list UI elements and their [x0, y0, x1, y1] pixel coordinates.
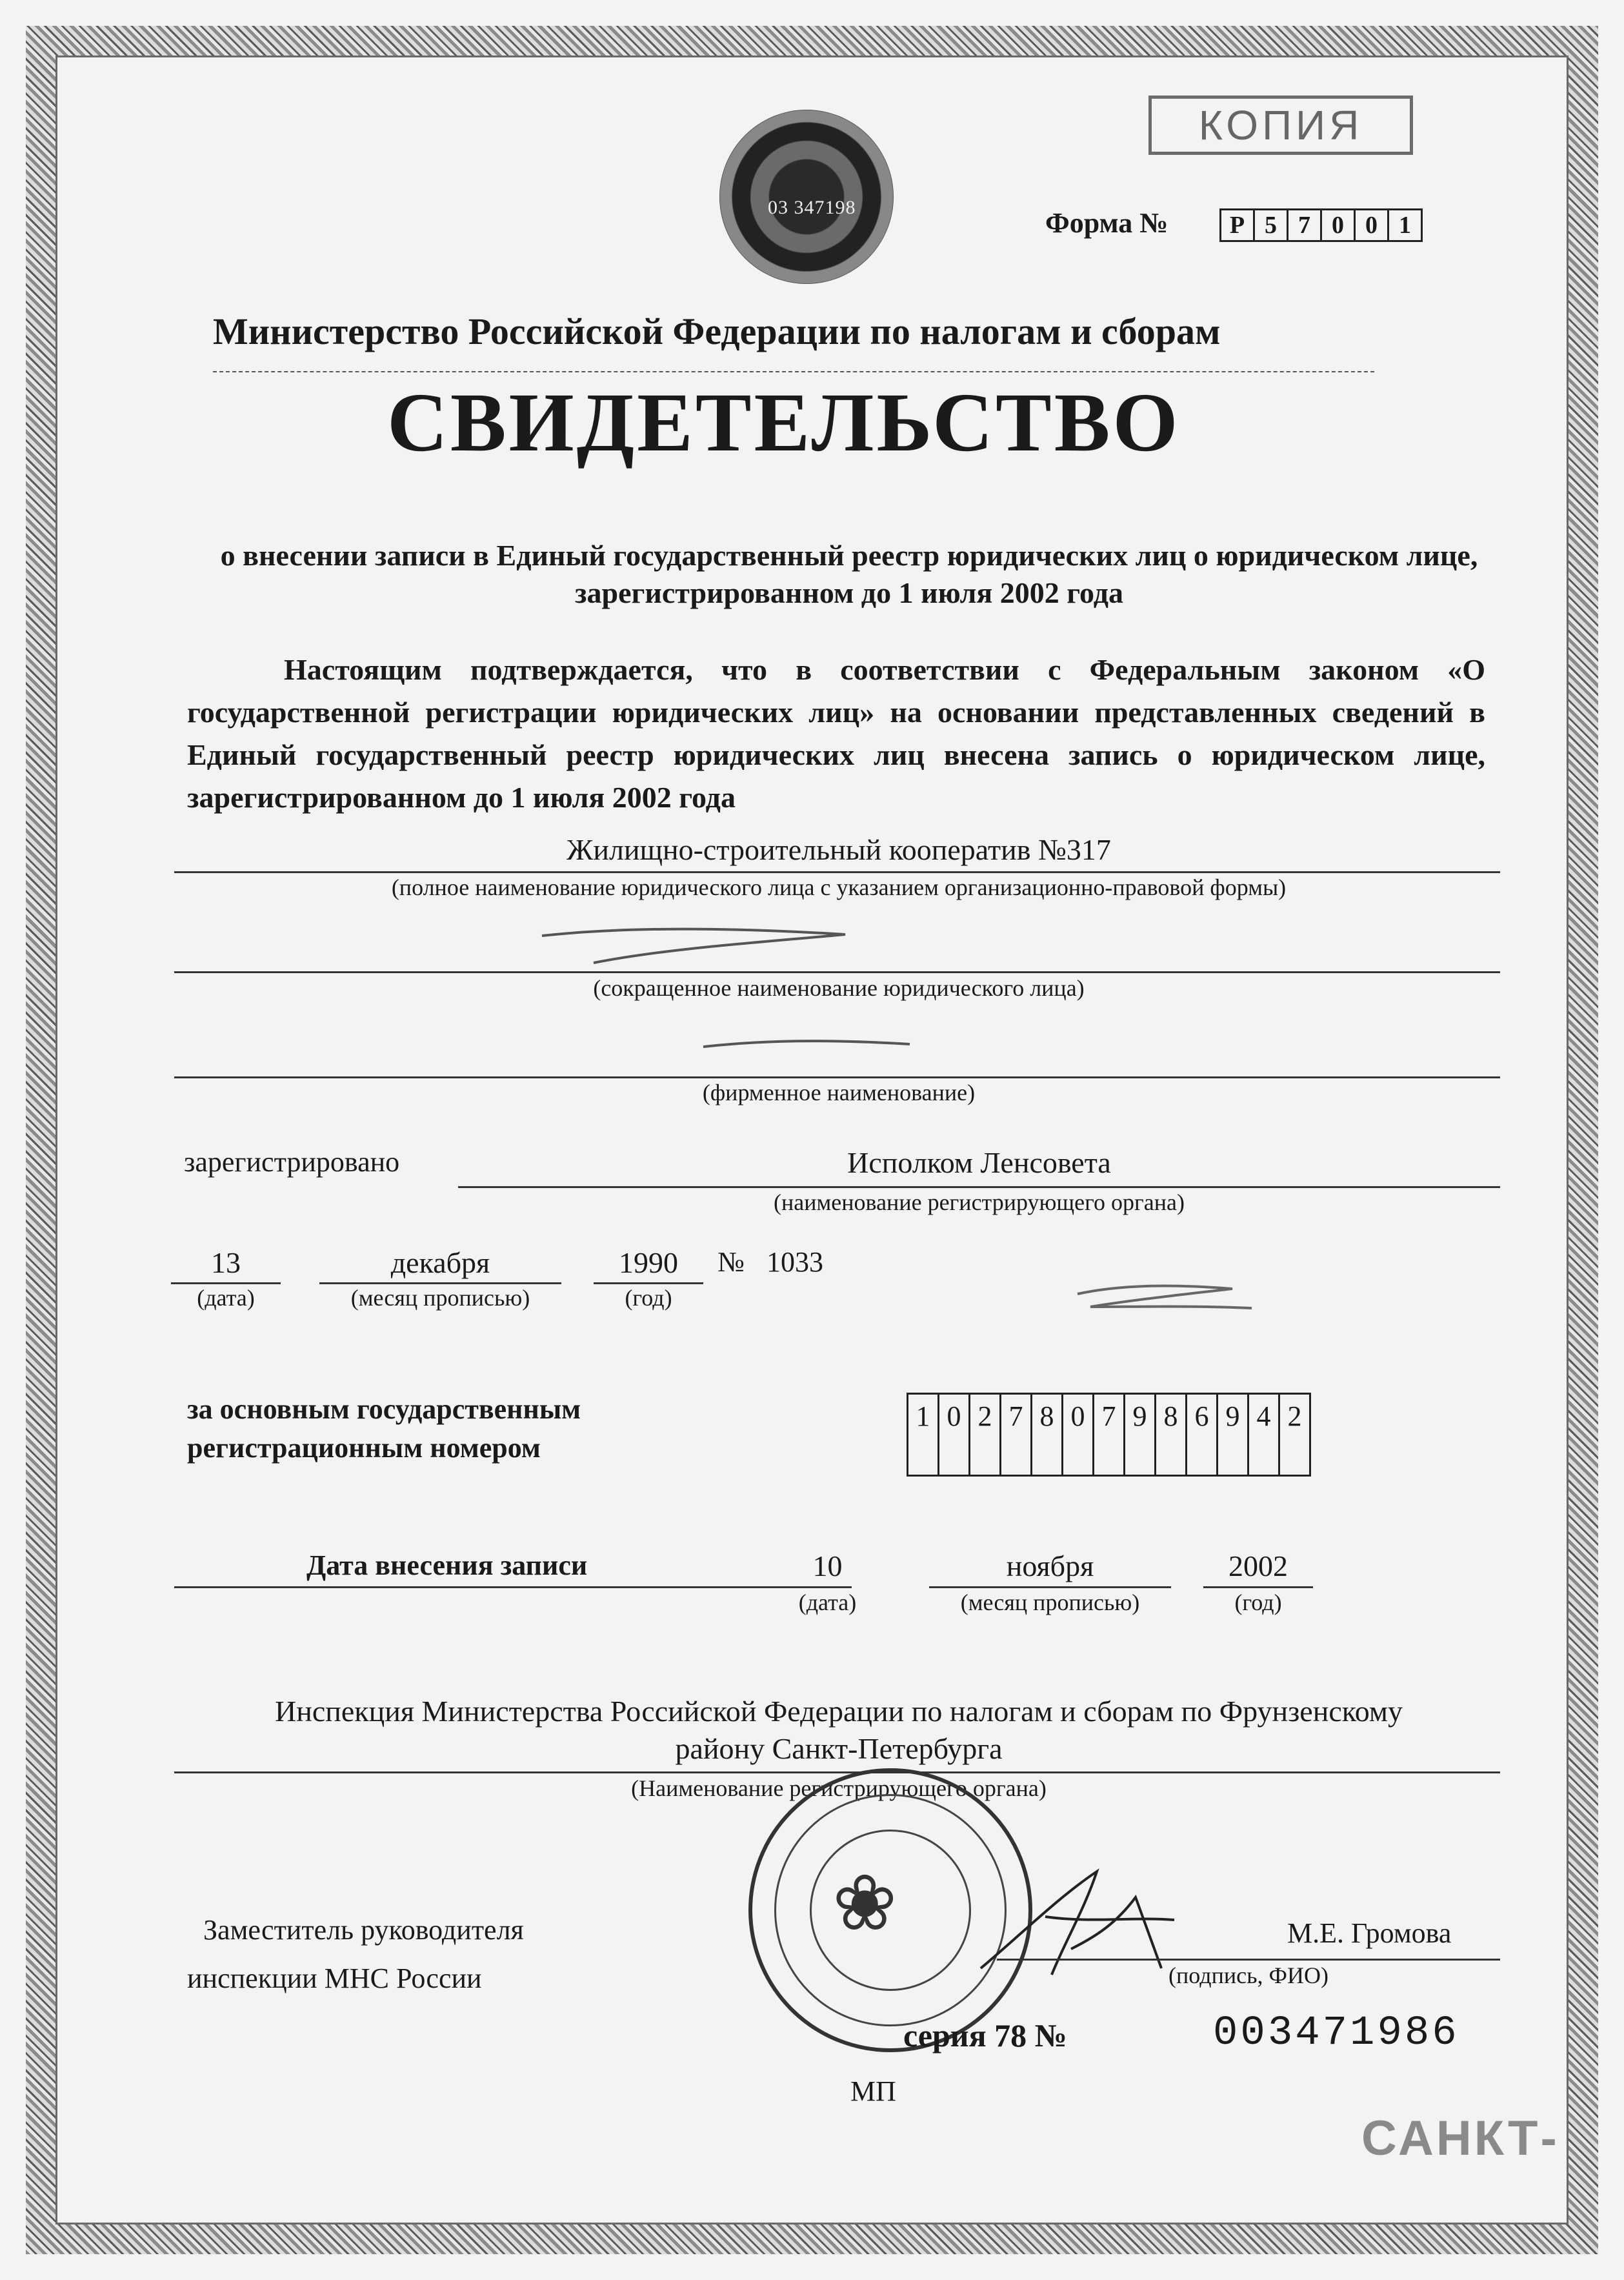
- entry-year-value: 2002: [1228, 1549, 1288, 1582]
- reg-month-caption: (месяц прописью): [350, 1285, 530, 1311]
- brand-name-dash: [697, 1033, 929, 1071]
- ogrn-digit: 0: [1063, 1395, 1094, 1475]
- full-name-value: Жилищно-строительный кооператив №317: [566, 833, 1111, 866]
- signatory-title-line1: Заместитель руководителя: [203, 1914, 524, 1946]
- certification-paragraph: Настоящим подтверждается, что в соответствии с Федеральным законом «О государственной регистрации юридических лиц» на основании представленных сведений в Единый государственный реестр юридических лиц внесена запись о юридическом лице, зарегистрированном до 1 июля 2002 года: [187, 653, 1485, 814]
- reg-dash-scribble: [1071, 1275, 1265, 1320]
- copy-stamp: КОПИЯ: [1148, 96, 1413, 155]
- brand-name-line: [174, 1076, 1500, 1078]
- ogrn-digit: 2: [970, 1395, 1001, 1475]
- full-name-caption: (полное наименование юридического лица с указанием организационно-правовой формы): [391, 874, 1287, 900]
- ogrn-digit: 8: [1032, 1395, 1063, 1475]
- entry-month-caption: (месяц прописью): [960, 1589, 1140, 1615]
- authority-line1: Инспекция Министерства Российской Федерации по налогам и сборам по Фрунзенскому: [275, 1695, 1403, 1728]
- corner-stamp: САНКТ-: [1361, 2111, 1559, 2166]
- reg-day-value: 13: [211, 1246, 241, 1279]
- ogrn-digit: 6: [1187, 1395, 1218, 1475]
- entry-year-line: [1203, 1586, 1313, 1588]
- reg-year-caption: (год): [625, 1285, 672, 1311]
- signature-line: [997, 1959, 1500, 1961]
- entry-month-line: [929, 1586, 1171, 1588]
- ministry-heading: Министерство Российской Федерации по налогам и сборам: [213, 310, 1221, 352]
- registered-by-value: Исполком Ленсовета: [847, 1146, 1111, 1179]
- ogrn-boxes: [907, 1393, 1311, 1477]
- form-number-boxes: [1219, 208, 1423, 242]
- form-digit: 1: [1399, 212, 1411, 239]
- ogrn-digit: 7: [1094, 1395, 1125, 1475]
- reg-number-sign: №: [717, 1246, 745, 1278]
- reg-day-caption: (дата): [197, 1285, 255, 1311]
- ogrn-digit: 0: [939, 1395, 970, 1475]
- ogrn-digit: 4: [1249, 1395, 1280, 1475]
- short-name-line: [174, 971, 1500, 973]
- mp-label: МП: [850, 2075, 896, 2107]
- authority-caption: (Наименование регистрирующего органа): [631, 1775, 1047, 1801]
- form-number-label: Форма №: [1045, 207, 1168, 239]
- entry-date-label: Дата внесения записи: [306, 1549, 588, 1581]
- brand-name-caption: (фирменное наименование): [702, 1080, 976, 1105]
- short-name-caption: (сокращенное наименование юридического лица): [593, 975, 1085, 1001]
- emblem-number: 03 347198: [768, 197, 856, 218]
- signature-caption: (подпись, ФИО): [1168, 1962, 1328, 1988]
- ogrn-digit: 1: [908, 1395, 939, 1475]
- document-title: СВИДЕТЕЛЬСТВО: [387, 376, 1181, 469]
- ministry-underline: [213, 371, 1374, 372]
- reg-number-value: 1033: [767, 1246, 823, 1278]
- form-digit: 5: [1255, 210, 1288, 240]
- ogrn-digit: 9: [1125, 1395, 1156, 1475]
- signatory-name: М.Е. Громова: [1287, 1917, 1452, 1949]
- document-subtitle: о внесении записи в Единый государственный реестр юридических лиц о юридическом лице, зарегистрированном до 1 июля 2002 года: [220, 539, 1478, 609]
- entry-day-value: 10: [812, 1549, 843, 1582]
- form-digit: 0: [1356, 210, 1389, 240]
- reg-year-value: 1990: [619, 1246, 678, 1279]
- form-digit: Р: [1221, 210, 1255, 240]
- entry-day-caption: (дата): [798, 1589, 857, 1615]
- series-number: 003471986: [1213, 2010, 1459, 2057]
- series-label: серия 78 №: [903, 2017, 1067, 2053]
- authority-line2: району Санкт-Петербурга: [675, 1732, 1003, 1765]
- entry-month-value: ноября: [1006, 1549, 1094, 1582]
- full-name-line: [174, 871, 1500, 873]
- ogrn-digit: 9: [1218, 1395, 1249, 1475]
- double-headed-eagle-icon: ❀: [832, 1861, 897, 1946]
- ogrn-digit: 2: [1287, 1400, 1302, 1432]
- registered-by-line: [458, 1186, 1500, 1188]
- form-digit: 7: [1288, 210, 1322, 240]
- entry-date-label-line: [174, 1586, 852, 1588]
- authority-line: [174, 1771, 1500, 1773]
- ogrn-label-line2: регистрационным номером: [187, 1432, 541, 1464]
- ogrn-digit: 8: [1156, 1395, 1187, 1475]
- ogrn-label-line1: за основным государственным: [187, 1393, 581, 1425]
- short-name-dash: [536, 923, 897, 974]
- entry-year-caption: (год): [1234, 1589, 1282, 1615]
- reg-month-value: декабря: [390, 1246, 490, 1279]
- form-digit: 0: [1322, 210, 1356, 240]
- registered-label: зарегистрировано: [184, 1146, 400, 1178]
- signatory-title-line2: инспекции МНС России: [187, 1962, 482, 1994]
- registered-by-caption: (наименование регистрирующего органа): [774, 1189, 1185, 1215]
- ogrn-digit: 7: [1001, 1395, 1032, 1475]
